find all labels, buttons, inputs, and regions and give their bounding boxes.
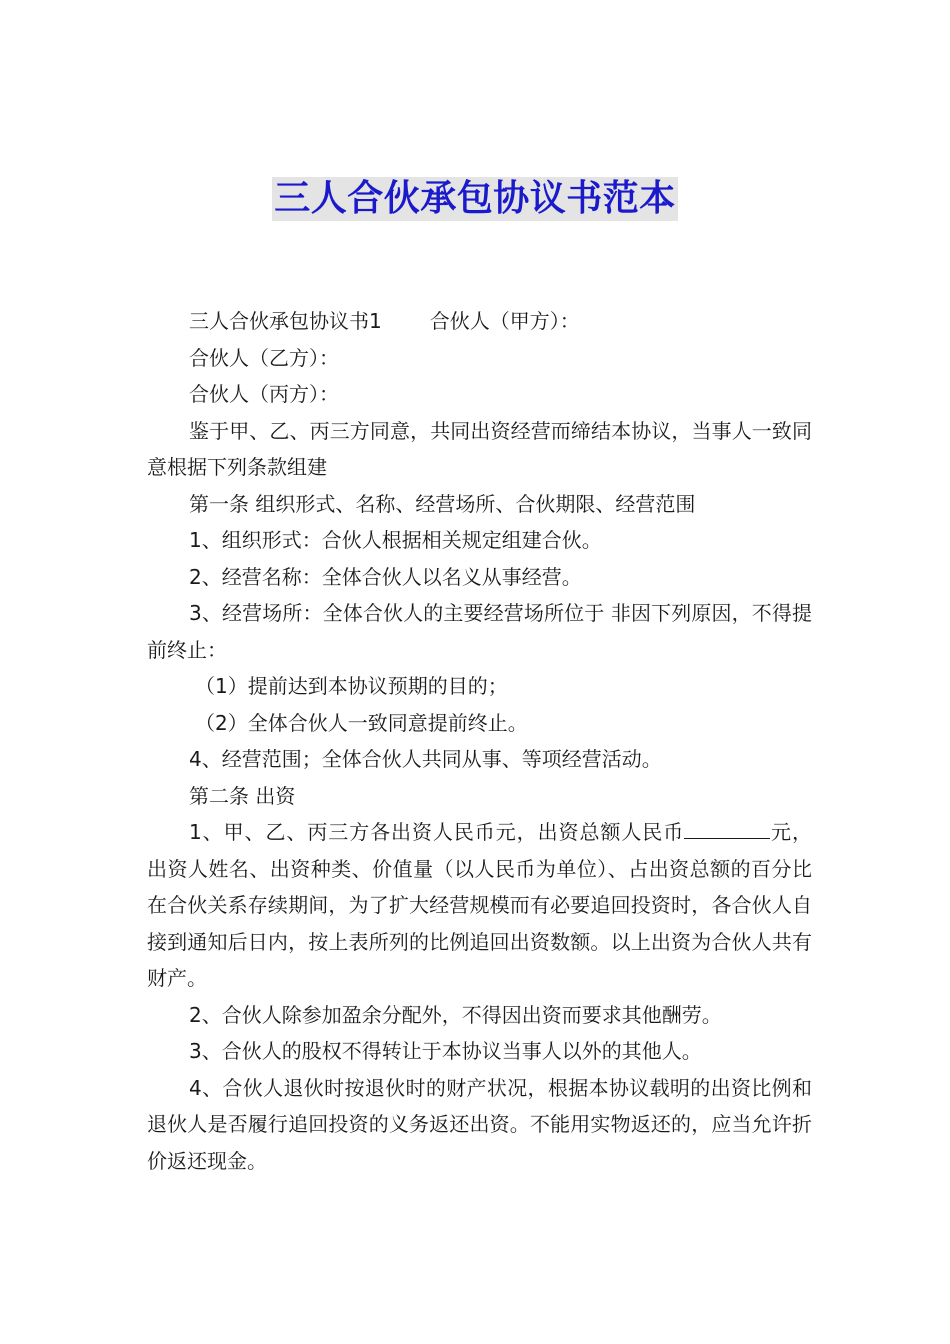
document-body	[147, 303, 812, 1179]
partner-b-label: 合伙人（乙方）：	[189, 345, 339, 370]
clause-2-1	[147, 814, 812, 997]
clause-2-3: 3、合伙人的股权不得转让于本协议当事人以外的其他人。	[189, 1039, 702, 1063]
clause-2-2: 2、合伙人除参加盈余分配外，不得因出资而要求其他酬劳。	[189, 1002, 722, 1027]
clause-1-3-item-2: （2）全体合伙人一致同意提前终止。	[195, 710, 528, 735]
clause-2-1-start: 1、甲、乙、丙三方各出资人民币元，出资总额人民币	[189, 820, 685, 844]
clause-1-3: 3、经营场所：全体合伙人的主要经营场所位于 非因下列原因，不得提前终止：	[147, 601, 812, 662]
document-title: 三人合伙承包协议书范本	[274, 178, 676, 219]
agreement-number: 三人合伙承包协议书1	[189, 309, 382, 333]
clause-1-1: 1、组织形式：合伙人根据相关规定组建合伙。	[189, 528, 602, 552]
clause-1-3-item-1: （1）提前达到本协议预期的目的；	[195, 674, 508, 698]
clause-2-4: 4、合伙人退伙时按退伙时的财产状况，根据本协议载明的出资比例和退伙人是否履行追回投资的义务返还出资。不能用实物返还的，应当允许折价返还现金。	[147, 1075, 812, 1173]
article-2-heading: 第二条 出资	[189, 783, 296, 808]
partner-c-label: 合伙人（丙方）：	[189, 382, 339, 406]
article-1-heading: 第一条 组织形式、名称、经营场所、合伙期限、经营范围	[189, 491, 696, 516]
clause-1-2: 2、经营名称：全体合伙人以名义从事经营。	[189, 564, 582, 589]
paragraph-preamble: 鉴于甲、乙、丙三方同意，共同出资经营而缔结本协议，当事人一致同意根据下列条款组建	[147, 418, 812, 479]
clause-1-4: 4、经营范围；全体合伙人共同从事、等项经营活动。	[189, 747, 662, 771]
amount-blank-line	[684, 816, 770, 839]
title-container	[0, 177, 950, 221]
paragraph-header-line	[147, 303, 812, 340]
partner-a-label: 合伙人（甲方）：	[429, 309, 580, 333]
clause-2-1-rest: 元， 出资人姓名、出资种类、价值量（以人民币为单位）、占出资总额的百分比在合伙关系存续期间，为了扩大经营规模而有必要追回投资时，各合伙人自接到通知后日内，按上表所列的比例追回出资数额。以上出资为合伙人共有财产。	[147, 820, 812, 990]
